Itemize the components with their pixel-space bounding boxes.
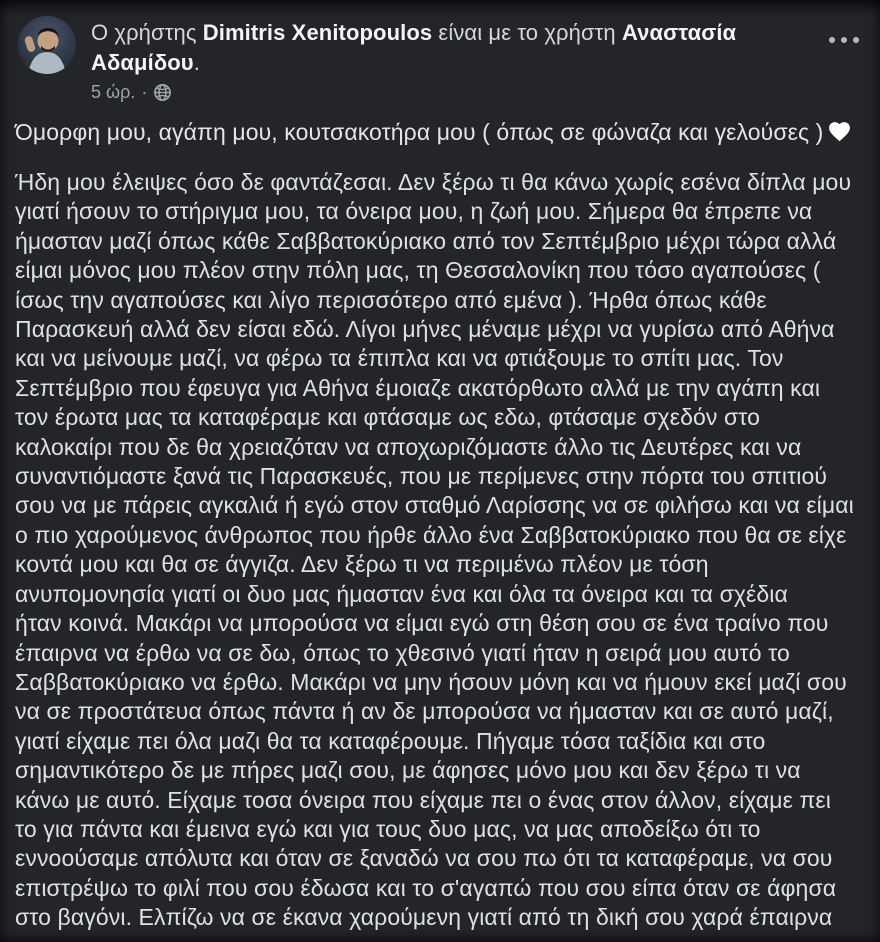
body-line: Σαββατοκύριακο να έρθω. Μακάρι να μην ήσουν μόνη και να ήμουν εκεί μαζί σου — [15, 668, 847, 695]
body-line: εννοούσαμε απόλυτα και όταν σε ξαναδώ να σου πω ότι τα καταφέραμε, να σου — [15, 845, 833, 872]
post-content — [15, 116, 874, 933]
post-header — [18, 16, 862, 103]
body-line: τον έρωτα μας τα καταφέραμε και φτάσαμε ως εδω, φτάσαμε σχεδόν στο — [15, 404, 761, 431]
body-line: γιατί είχαμε πει όλα μαζι θα τα καταφέρουμε. Πήγαμε τόσα ταξίδια και στο — [15, 727, 766, 754]
body-line: το για πάντα και έμεινα εγώ και για τους δυο μας, να μας αποδείξω ότι το — [15, 815, 761, 842]
body-line: γιατί ήσουν το στήριγμα μου, τα όνειρα μου, η ζωή μου. Σήμερα θα έπρεπε να — [15, 198, 813, 225]
body-line: Παρασκευή αλλά δεν είσαι εδώ. Λίγοι μήνες μέναμε μέχρι να γυρίσω από Αθήνα — [15, 316, 835, 343]
body-line: κοντά μου και θα σε άγγιζα. Δεν ξέρω τι να περιμένω πλέον με τόση — [15, 551, 709, 578]
body-line: καλοκαίρι που δε θα χρειαζόταν να αποχωριζόμαστε άλλο τις Δευτέρες και να — [15, 433, 802, 460]
body-line: Σεπτέμβριο που έφευγα για Αθήνα έμοιαζε ακατόρθωτο αλλά με την αγάπη και — [15, 374, 821, 401]
avatar-photo-placeholder — [18, 16, 76, 74]
body-line: να σε προστάτευα όπως πάντα ή αν δε μπορούσα να ήμασταν και σε αυτό μαζί, — [15, 698, 834, 725]
body-line: κάνω με αυτό. Είχαμε τοσα όνειρα που είχαμε πει ο ένας στον άλλον, είχαμε πει — [15, 786, 831, 813]
globe-icon — [153, 83, 172, 102]
title-connector: είναι με το χρήστη — [438, 20, 616, 45]
ellipsis-icon — [853, 37, 859, 43]
post-meta — [91, 81, 767, 103]
white-heart-icon — [826, 119, 853, 152]
meta-separator: · — [141, 82, 148, 102]
body-line: ίσως την αγαπούσες και λίγο περισσότερο από εμένα ). Ήρθα όπως κάθε — [15, 286, 767, 313]
headline-text: Όμορφη μου, αγάπη μου, κουτσακοτήρα μου ( όπως σε φώναζα και γελούσες ) — [15, 119, 824, 145]
post-options-button[interactable] — [820, 20, 868, 60]
body-line: σημαντικότερο δε με πήρες μαζι σου, με άφησες μόνο μου και δεν ξέρω τι να — [15, 757, 801, 784]
title-suffix: . — [193, 50, 200, 75]
body-line: Ήδη μου έλειψες όσο δε φαντάζεσαι. Δεν ξέρω τι θα κάνω χωρίς εσένα δίπλα μου — [15, 169, 852, 195]
body-line: έπαιρνα να έρθω να σε δω, όπως το χθεσινό γιατί ήταν η σειρά μου αυτό το — [15, 639, 790, 666]
ellipsis-icon — [841, 37, 847, 43]
post-body — [15, 168, 874, 933]
body-line: σου να με πάρεις αγκαλιά ή εγώ στον σταθμό Λαρίσσης να σε φιλήσω και να είμαι — [15, 492, 854, 519]
body-line: στο βαγόνι. Ελπίζω να σε έκανα χαρούμενη γιατί από τη δική σου χαρά έπαιρνα — [15, 904, 833, 931]
post-headline — [15, 116, 874, 152]
body-line: ανυπομονησία γιατί οι δυο μας ήμασταν ένα και όλα τα όνειρα και τα σχέδια — [15, 580, 788, 607]
header-text — [91, 16, 767, 103]
title-prefix: Ο χρήστης — [91, 20, 197, 45]
body-line: και να μείνουμε μαζί, να φέρω τα έπιπλα και να φτιάξουμε το σπίτι μας. Τον — [15, 345, 784, 372]
body-line: ο πιο χαρούμενος άνθρωπος που ήρθε άλλο ένα Σαββατοκύριακο που θα σε είχε — [15, 521, 847, 548]
tagged-name-link[interactable]: Αναστασία Αδαμίδου — [91, 20, 737, 75]
body-line: είμαι μόνος μου πλέον στην πόλη μας, τη Θεσσαλονίκη που τόσο αγαπούσες ( — [15, 257, 821, 284]
avatar[interactable] — [18, 16, 76, 74]
body-line: ήταν κοινά. Μακάρι να μπορούσα να είμαι εγώ στη θέση σου σε ένα τραίνο που — [15, 610, 829, 637]
ellipsis-icon — [829, 37, 835, 43]
body-line: συναντιόμαστε ξανά τις Παρασκευές, που με περίμενες στην πόρτα του σπιτιού — [15, 463, 828, 490]
timestamp-link[interactable]: 5 ώρ. — [91, 82, 136, 102]
post-title — [91, 18, 767, 78]
author-name-link[interactable]: Dimitris Xenitopoulos — [202, 20, 433, 45]
body-line: επιστρέψω το φιλί που σου έδωσα και το σ'αγαπώ που σου είπα όταν σε άφησα — [15, 874, 837, 901]
body-line: ήμασταν μαζί όπως κάθε Σαββατοκύριακο από τον Σεπτέμβριο μέχρι τώρα αλλά — [15, 227, 837, 254]
